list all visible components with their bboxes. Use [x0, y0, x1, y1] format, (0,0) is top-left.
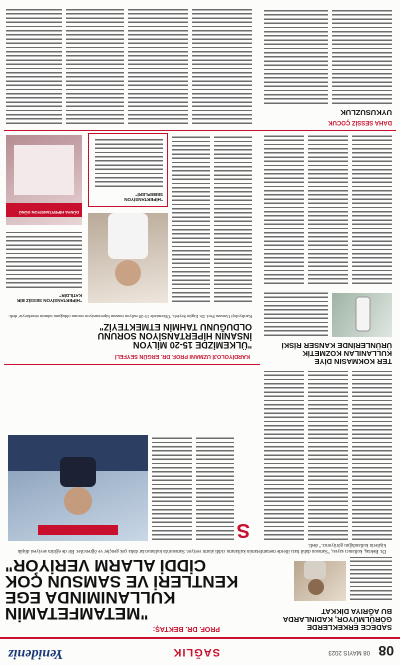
hypertension-lead: Kardiyoloji Uzmanı Prof. Dr. Ergün Seyfeli, 'Ülkemizde 15-20 milyon insanın hipertansiyon sorunu olduğunu tahmin etmekteyiz' dedi.: [8, 314, 252, 319]
side-article-2-headline: [262, 341, 392, 365]
side-article-2-photo: [332, 293, 392, 337]
main-lead: Dr. Bektaş, kullanıcı sayısı, "Samsun dahil bazı illerde metamfetamin kullanımı ciddi alarm veriyor. Samsun'da kullanıcılar daha çok gençler ve öğrenciler. Bir de eğitim seviyesi düşük kişilerin kullandığını görüyoruz." dedi.: [17, 542, 386, 553]
bottom-col-4: [6, 7, 62, 125]
side-article-1-headline: [262, 607, 392, 631]
inset-heading-line: SEBEPLERİ": [135, 192, 163, 197]
side-article-2-col-c: [264, 135, 304, 285]
page-number: 08: [378, 643, 394, 659]
side-headline-line: TER KOKMASIN DİYE: [314, 357, 392, 366]
main-headline-line: KULLANIMINDA EGE: [5, 588, 176, 607]
main-text-col-2: [152, 435, 192, 541]
side-column-text-c: [264, 371, 304, 541]
main-headline: [5, 557, 250, 621]
conference-photo: [6, 135, 82, 225]
main-kicker: PROF. DR. BEKTAŞ:: [152, 625, 220, 632]
section-divider: [4, 364, 260, 365]
side-headline-line: KULLANILAN KOZMETİK: [302, 349, 392, 358]
inset-heading: [93, 192, 163, 202]
side-article-2-col-b: [308, 135, 348, 285]
drop-cap: S: [236, 519, 250, 541]
bottom-divider: [4, 130, 396, 131]
side-article-1-text: [350, 557, 392, 601]
main-article-photo: [8, 435, 148, 541]
side-headline-line: GÖRÜLMÜYOR, KADINLARDA: [282, 615, 392, 624]
side-column-text-b: [308, 371, 348, 541]
inset-text: [95, 138, 163, 188]
side-article-1-photo: [294, 561, 346, 601]
hypertension-headline-line: "ÜLKEMİZDE 15-20 MİLYON: [133, 340, 252, 350]
hypertension-col-2: [172, 135, 210, 303]
hypertension-subhead: "HİPERTANSİYON SESSİZ BİR KATİLDİR": [16, 293, 82, 303]
side-article-2-lead: [264, 291, 328, 337]
side-article-3-tag: DAHA SESSİZ ÇOCUK: [328, 119, 392, 125]
deodorant-photo: [332, 293, 392, 337]
issue-date: 08 MAYIS 2023: [328, 649, 370, 655]
side-headline-line: ÜRÜNLERİNDE KANSER RİSKİ: [281, 341, 392, 350]
inset-box: [88, 133, 168, 207]
main-headline-line: "METAMFETAMİN: [5, 604, 149, 623]
inset-heading-line: "HİPERTANSİYON: [124, 197, 163, 202]
hypertension-col-3: [6, 229, 82, 289]
main-headline-line: CİDDİ ALARM VERİYOR": [5, 556, 207, 575]
side-article-3-col-b: [264, 7, 328, 105]
bottom-col-2: [128, 7, 188, 125]
side-article-3-headline: UYKUSUZLUK: [340, 108, 392, 117]
hypertension-headline: [4, 322, 252, 349]
masthead: [0, 637, 400, 665]
hypertension-headline-line: OLDUĞUNU TAHMİN ETMEKTEYİZ": [99, 322, 252, 332]
bottom-col-3: [66, 7, 124, 125]
newspaper-logo: Yenideniz: [8, 646, 64, 661]
main-headline-line: KENTLERİ VE SAMSUN ÇOK: [5, 572, 239, 591]
doctor-photo: [88, 213, 168, 303]
side-headline-line: SADECE ERKEKLERDE: [306, 623, 392, 632]
side-column-text-a: [352, 371, 392, 541]
bottom-col-1: [192, 7, 252, 125]
side-article-2-col-a: [352, 135, 392, 285]
main-text-col-1: [196, 435, 234, 541]
hypertension-headline-line: İNSANIN HİPERTANSİYON SORUNU: [97, 331, 252, 341]
hypertension-col-1: [214, 135, 252, 303]
speaker-photo: [8, 435, 148, 541]
woman-photo: [294, 561, 346, 601]
side-headline-line: BU AĞRIYA DİKKAT: [321, 607, 392, 616]
doctor-portrait: [88, 213, 168, 303]
side-article-3-col-a: [332, 7, 392, 105]
photo-banner-text: DÜNYA HİPERTANSİYON GÜNÜ: [18, 210, 79, 215]
hypertension-kicker: KARDİYOLOJİ UZMANI PROF. DR. ERGÜN SEYFELİ: [114, 353, 250, 359]
section-title: SAĞLIK: [172, 646, 220, 658]
